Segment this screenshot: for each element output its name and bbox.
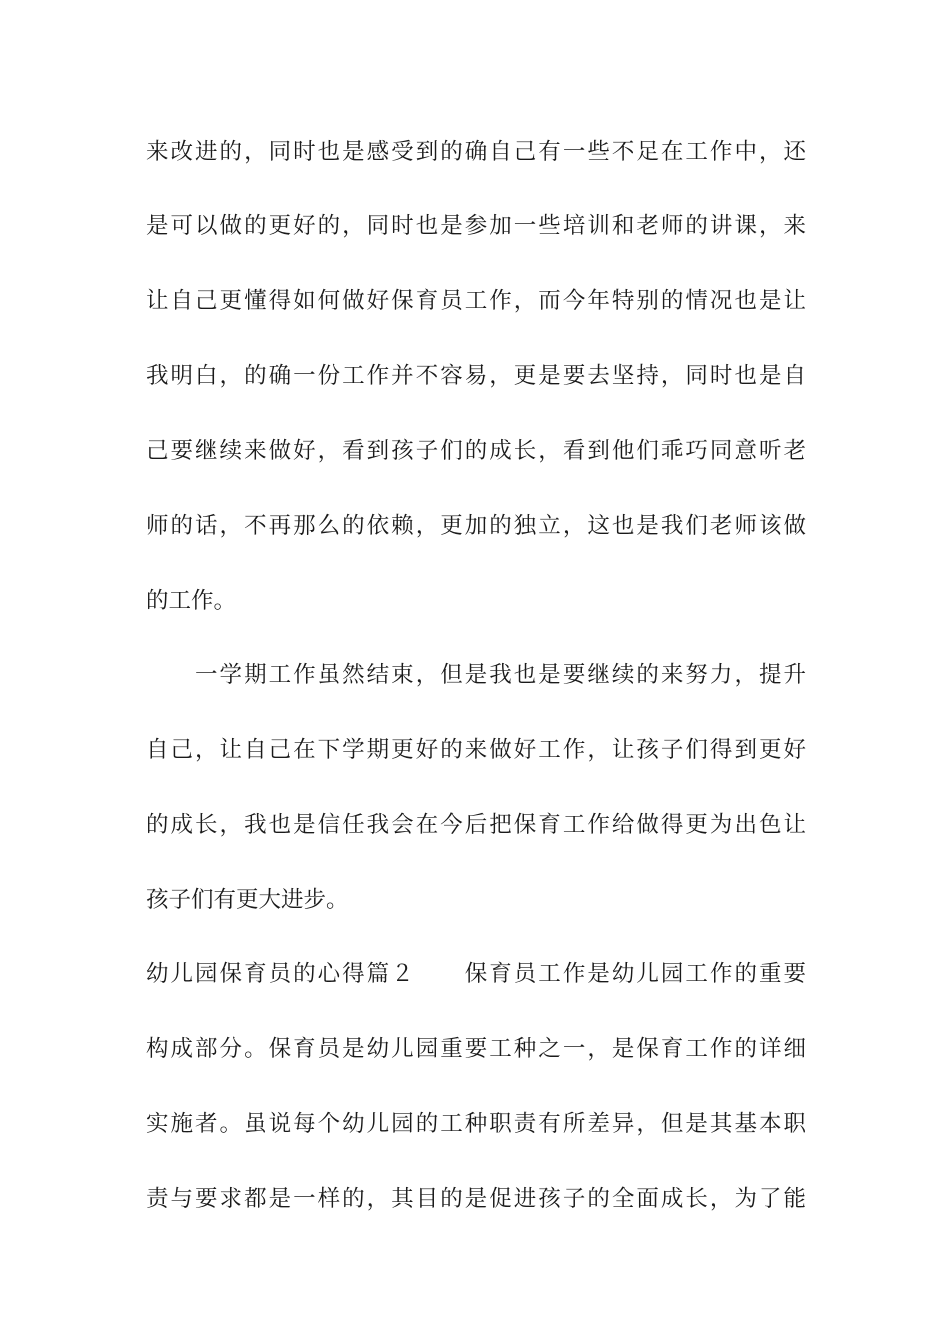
text-line: 构成部分。保育员是幼儿园重要工种之一，是保育工作的详细 (146, 1036, 806, 1062)
text-line: 是可以做的更好的，同时也是参加一些培训和老师的讲课，来 (146, 213, 806, 239)
text-line: 己要继续来做好，看到孩子们的成长，看到他们乖巧同意听老 (146, 438, 806, 464)
text-line: 师的话，不再那么的依赖，更加的独立，这也是我们老师该做 (146, 513, 806, 539)
text-line: 来改进的，同时也是感受到的确自己有一些不足在工作中，还 (146, 139, 806, 165)
text-line: 实施者。虽说每个幼儿园的工种职责有所差异，但是其基本职 (146, 1111, 806, 1137)
text-line: 自己，让自己在下学期更好的来做好工作，让孩子们得到更好 (146, 737, 806, 763)
section-heading-line: 幼儿园保育员的心得篇２ 保育员工作是幼儿园工作的重要 (146, 961, 806, 987)
text-line: 责与要求都是一样的，其目的是促进孩子的全面成长，为了能 (146, 1186, 806, 1212)
text-line: 的成长，我也是信任我会在今后把保育工作给做得更为出色让 (146, 812, 806, 838)
text-line: 让自己更懂得如何做好保育员工作，而今年特别的情况也是让 (146, 288, 806, 314)
text-line: 我明白，的确一份工作并不容易，更是要去坚持，同时也是自 (146, 363, 806, 389)
text-line: 一学期工作虽然结束，但是我也是要继续的来努力，提升 (146, 662, 806, 688)
text-line: 的工作。 (146, 588, 237, 614)
text-line: 孩子们有更大进步。 (146, 887, 349, 913)
